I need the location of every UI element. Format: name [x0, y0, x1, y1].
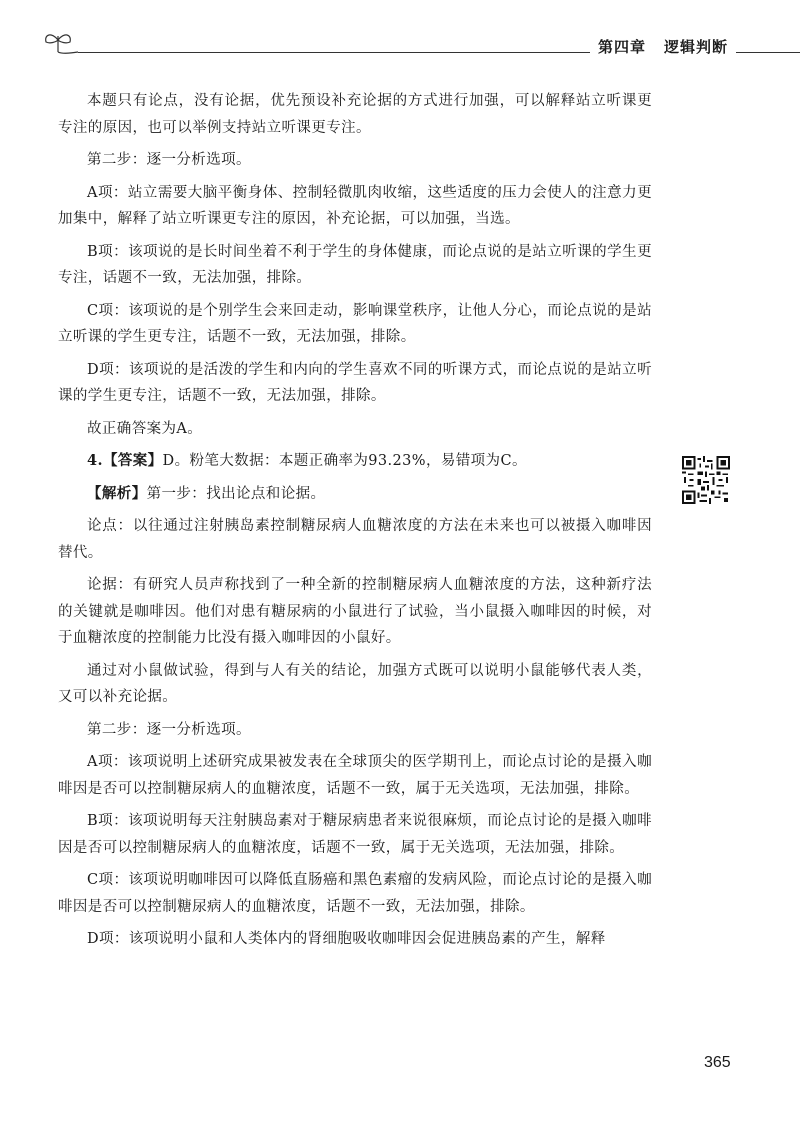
paragraph: D项：该项说明小鼠和人类体内的肾细胞吸收咖啡因会促进胰岛素的产生，解释 [87, 931, 606, 947]
analysis-line [58, 481, 652, 508]
answer-text: D。粉笔大数据：本题正确率为93.23%，易错项为C。 [162, 453, 527, 469]
analysis-tag: 【解析】 [87, 484, 147, 502]
chapter-title: 逻辑判断 [664, 38, 729, 56]
page-number: 365 [704, 1054, 731, 1071]
paragraph: 第二步：逐一分析选项。 [87, 152, 251, 168]
paragraph: 第二步：逐一分析选项。 [87, 721, 251, 738]
answer-number: 4. [87, 452, 103, 469]
page-header [38, 30, 800, 60]
paragraph: A项：该项说明上述研究成果被发表在全球顶尖的医学期刊上，而论点讨论的是摄入咖啡因是否可以控制糖尿病人的血糖浓度，话题不一致，属于无关选项，无法加强，排除。 [58, 754, 652, 797]
paragraph: B项：该项说的是长时间坐着不利于学生的身体健康，而论点说的是站立听课的学生更专注，话题不一致，无法加强，排除。 [58, 243, 652, 286]
analysis-text: 第一步：找出论点和论据。 [146, 485, 326, 502]
chapter-label: 第四章 [598, 38, 647, 56]
qr-code-icon[interactable] [682, 456, 730, 504]
paragraph: C项：该项说明咖啡因可以降低直肠癌和黑色素瘤的发病风险，而论点讨论的是摄入咖啡因是否可以控制糖尿病人的血糖浓度，话题不一致，无法加强，排除。 [58, 872, 652, 915]
paragraph: 论点：以往通过注射胰岛素控制糖尿病人血糖浓度的方法在未来也可以被摄入咖啡因替代。 [58, 518, 652, 561]
paragraph: 本题只有论点，没有论据，优先预设补充论据的方式进行加强，可以解释站立听课更专注的原因，也可以举例支持站立听课更专注。 [58, 93, 652, 136]
sprout-logo-icon [38, 30, 78, 56]
paragraph: A项：站立需要大脑平衡身体、控制轻微肌肉收缩，这些适度的压力会使人的注意力更加集中，解释了站立听课更专注的原因，补充论据，可以加强，当选。 [58, 184, 652, 227]
paragraph: B项：该项说明每天注射胰岛素对于糖尿病患者来说很麻烦，而论点讨论的是摄入咖啡因是否可以控制糖尿病人的血糖浓度，话题不一致，属于无关选项，无法加强，排除。 [58, 813, 652, 856]
paragraph: C项：该项说的是个别学生会来回走动，影响课堂秩序，让他人分心，而论点说的是站立听课的学生更专注，话题不一致，无法加强，排除。 [58, 302, 652, 345]
page-body [58, 88, 652, 959]
paragraph: 论据：有研究人员声称找到了一种全新的控制糖尿病人血糖浓度的方法，这种新疗法的关键就是咖啡因。他们对患有糖尿病的小鼠进行了试验，当小鼠摄入咖啡因的时候，对于血糖浓度的控制能力比没有摄入咖啡因的小鼠好。 [58, 577, 652, 646]
running-head [590, 36, 736, 57]
paragraph: 故正确答案为A。 [87, 420, 203, 437]
paragraph: 通过对小鼠做试验，得到与人有关的结论，加强方式既可以说明小鼠能够代表人类，又可以补充论据。 [58, 662, 652, 705]
answer-tag: 【答案】 [102, 452, 163, 469]
answer-line [58, 448, 652, 475]
paragraph: D项：该项说的是活泼的学生和内向的学生喜欢不同的听课方式，而论点说的是站立听课的学生更专注，话题不一致，无法加强，排除。 [58, 361, 652, 404]
